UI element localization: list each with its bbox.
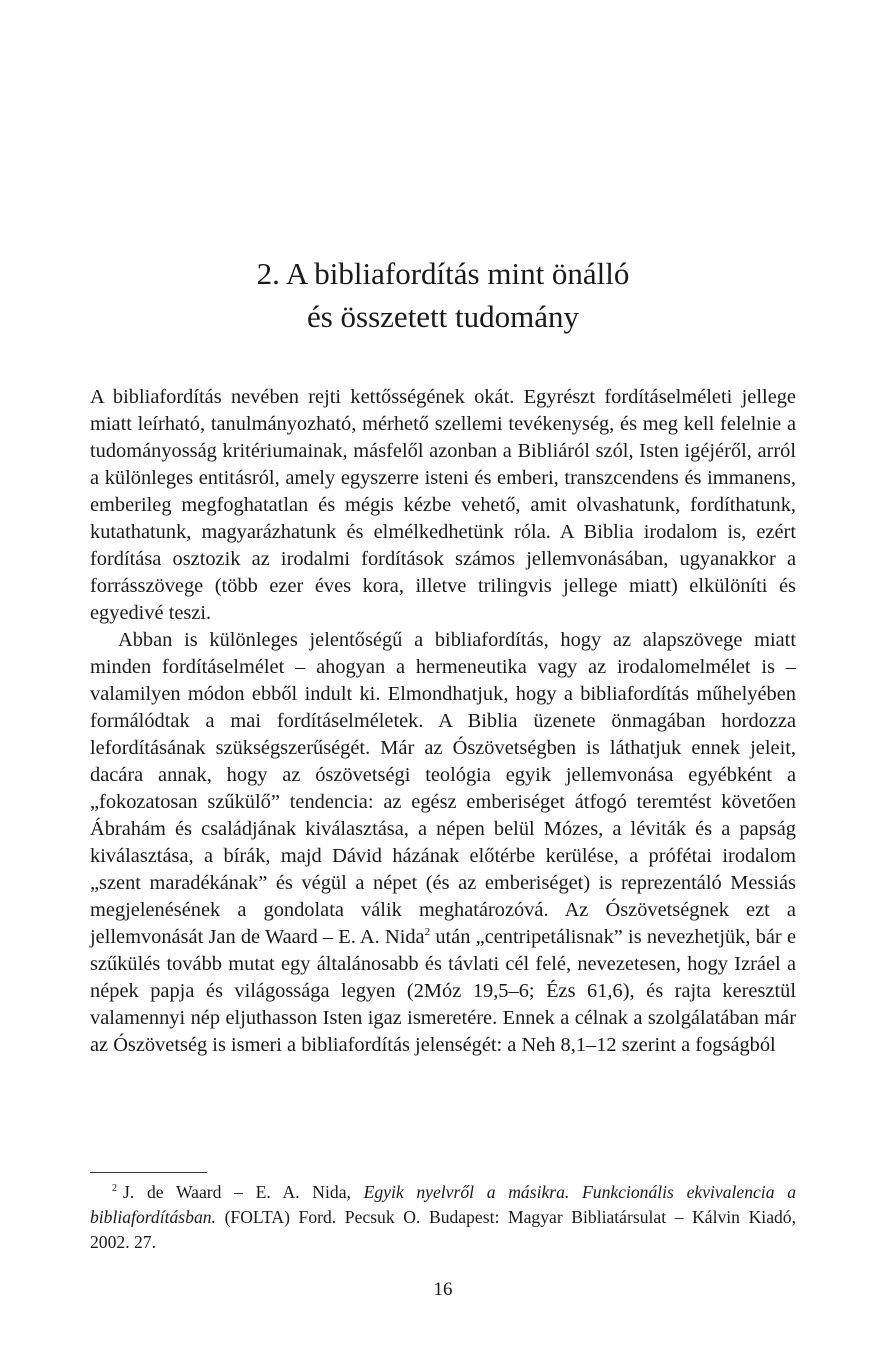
page-number: 16 [433, 1279, 453, 1300]
footnote-separator [90, 1172, 207, 1173]
paragraph-2-text-start: Abban is különleges jelentőségű a bibliafordítás, hogy az alapszövege miatt minden fordításelmélet – ahogyan a hermeneutika vagy az irodalomelmélet is – valamilyen módon ebből indult ki. Elmondhatjuk, hogy a bibliafordítás műhelyében formálódtak a mai fordításelméletek. A Biblia üzenete önmagában hordozza lefordításának szükségszerűségét. Már az Ószövetségben is láthatjuk ennek jeleit, dacára annak, hogy az ószövetségi teológia egyik jellemvonása egyébként a „fokozatosan szűkülő” tendencia: az egész emberiséget átfogó teremtést követően Ábrahám és családjának kiválasztása, a népen belül Mózes, a léviták és a papság kiválasztása, a bírák, majd Dávid házának előtérbe kerülése, a prófétai irodalom „szent maradékának” és végül a népet (és az emberiséget) is reprezentáló Messiás megjelenésének a gondolata válik meghatározóvá. Az Ószövetségnek ezt a jellemvonását Jan de Waard – E. A. Nida [90, 629, 796, 948]
footnote-book-title: Egyik nyelvről a másikra. Funkcionális ekvivalencia a bibliafordításban. [90, 1182, 796, 1227]
chapter-title [0, 252, 886, 338]
paragraph-1: A bibliafordítás nevében rejti kettősségének okát. Egyrészt fordításelméleti jellege miatt leírható, tanulmányozható, mérhető szellemi tevékenység, és meg kell felelnie a tudományosság kritériumainak, másfelől azonban a Bibliáról szól, Isten igéjéről, arról a különleges entitásról, amely egyszerre isteni és emberi, transzcendens és immanens, emberileg megfoghatatlan és mégis kézbe vehető, amit olvashatunk, fordíthatunk, kutathatunk, magyarázhatunk és elmélkedhetünk róla. A Biblia irodalom is, ezért fordítása osztozik az irodalmi fordítások számos jellemvonásában, ugyanakkor a forrásszövege (több ezer éves kora, illetve trilingvis jellege miatt) elkülöníti és egyedivé teszi. [90, 386, 796, 624]
paragraph-2-text-end: után „centripetálisnak” is nevezhetjük, bár e szűkülés tovább mutat egy általánosabb és távlati cél felé, nevezetesen, hogy Izráel a népek papja és világossága legyen (2Móz 19,5–6; Ézs 61,6), és rajta keresztül valamennyi nép eljuthasson Isten igaz ismeretére. Ennek a célnak a szolgálatában már az Ószövetség is ismeri a bibliafordítás jelenségét: a Neh 8,1–12 szerint a fogságból [90, 926, 796, 1056]
footnote-publication: (FOLTA) Ford. Pecsuk O. Budapest: Magyar Bibliatársulat – Kálvin Kiadó, 2002. 27. [90, 1207, 796, 1252]
chapter-title-line-1: 2. A bibliafordítás mint önálló [256, 256, 630, 291]
footnote-reference: 2 [424, 926, 431, 938]
footnote-authors: J. de Waard – E. A. Nida, [123, 1182, 364, 1202]
footnote-marker: 2 [112, 1183, 117, 1194]
chapter-title-line-2: és összetett tudomány [306, 299, 580, 334]
paragraph-2 [90, 627, 796, 1059]
body-text [90, 384, 796, 1059]
footnote [90, 1180, 796, 1255]
